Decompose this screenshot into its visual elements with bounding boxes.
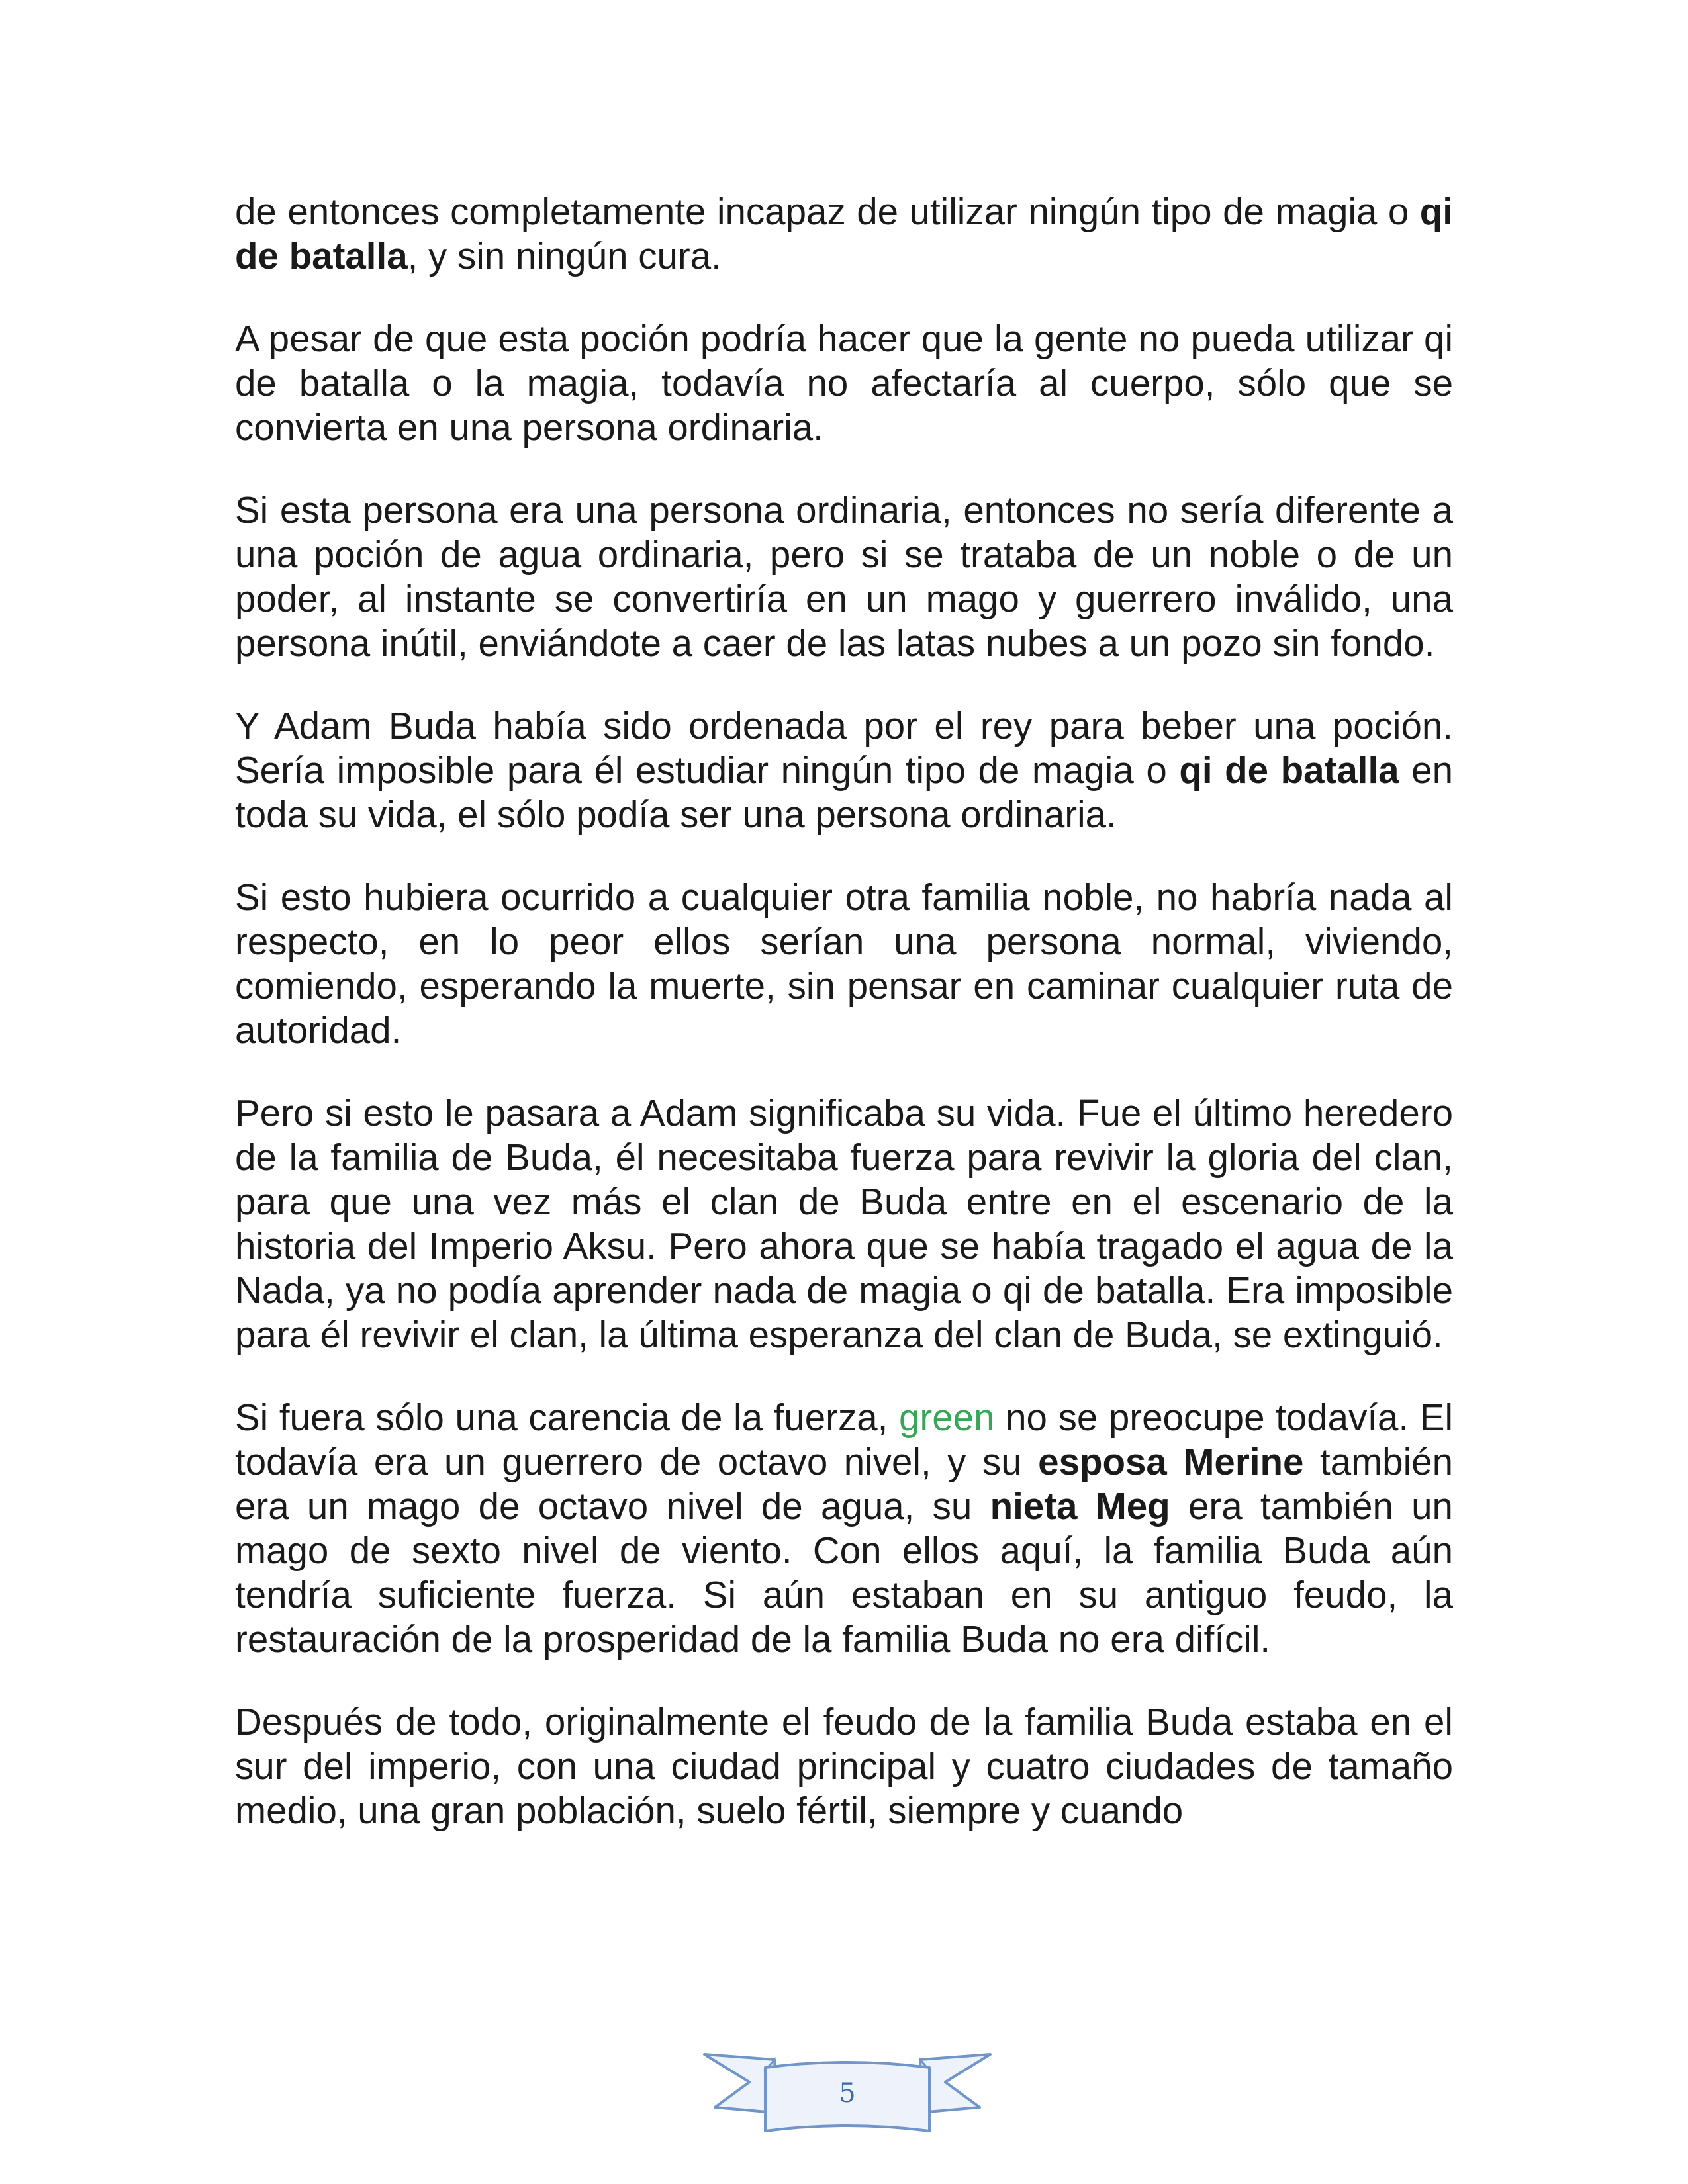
text-run: Después de todo, originalmente el feudo de la familia Buda estaba en el sur del imperio, con una ciudad principal y cuatro ciudades de tamaño medio, una gran población, suelo fértil, siempre y cuando — [235, 1701, 1453, 1831]
page-body-text — [235, 189, 1453, 1871]
text-run: A pesar de que esta poción podría hacer que la gente no pueda utilizar qi de batalla o la magia, todavía no afectaría al cuerpo, sólo que se convierta en una persona ordinaria. — [235, 318, 1453, 448]
text-run: , y sin ningún cura. — [407, 235, 722, 277]
bold-text-run: qi de batalla — [1179, 749, 1399, 791]
text-run: Y Adam Buda había sido ordenada por el rey para beber una poción. Sería imposible para él estudiar ningún tipo de magia o — [235, 705, 1453, 791]
text-run: Si esta persona era una persona ordinaria, entonces no sería diferente a una poción de agua ordinaria, pero si se trataba de un noble o de un poder, al instante se convertiría en un mago y guerrero inválido, una persona inútil, enviándote a caer de las latas nubes a un pozo sin fondo. — [235, 489, 1453, 664]
paragraph — [235, 1700, 1453, 1833]
paragraph — [235, 1091, 1453, 1357]
text-run: en toda su vida, el sólo podía ser una persona ordinaria. — [235, 749, 1453, 835]
bold-text-run: esposa Merine — [1038, 1441, 1304, 1482]
paragraph — [235, 488, 1453, 665]
paragraph — [235, 875, 1453, 1052]
text-run: también era un mago de octavo nivel de agua, su — [235, 1441, 1454, 1527]
page-number: 5 — [839, 2078, 856, 2109]
text-run: green — [899, 1396, 995, 1438]
paragraph — [235, 316, 1453, 449]
text-run: Si fuera sólo una carencia de la fuerza, — [235, 1396, 899, 1438]
paragraph — [235, 189, 1453, 278]
paragraph — [235, 704, 1453, 837]
paragraph — [235, 1395, 1453, 1661]
text-run: de entonces completamente incapaz de utilizar ningún tipo de magia o — [235, 191, 1420, 232]
page-number-ribbon — [702, 2044, 993, 2143]
text-run: Pero si esto le pasara a Adam significaba su vida. Fue el último heredero de la familia de Buda, él necesitaba fuerza para revivir la gloria del clan, para que una vez más el clan de Buda entre en el escenario de la historia del Imperio Aksu. Pero ahora que se había tragado el agua de la Nada, ya no podía aprender nada de magia o qi de batalla. Era imposible para él revivir el clan, la última esperanza del clan de Buda, se extinguió. — [235, 1092, 1453, 1355]
bold-text-run: nieta Meg — [990, 1485, 1170, 1527]
text-run: no se preocupe todavía. El todavía era un guerrero de octavo nivel, y su — [235, 1396, 1453, 1482]
text-run: Si esto hubiera ocurrido a cualquier otra familia noble, no habría nada al respecto, en lo peor ellos serían una persona normal, viviendo, comiendo, esperando la muerte, sin pensar en caminar cualquier ruta de autoridad. — [235, 876, 1453, 1051]
bold-text-run: qi de batalla — [235, 191, 1453, 277]
text-run: era también un mago de sexto nivel de viento. Con ellos aquí, la familia Buda aún tendría suficiente fuerza. Si aún estaban en su antiguo feudo, la restauración de la prosperidad de la familia Buda no era difícil. — [235, 1485, 1453, 1660]
